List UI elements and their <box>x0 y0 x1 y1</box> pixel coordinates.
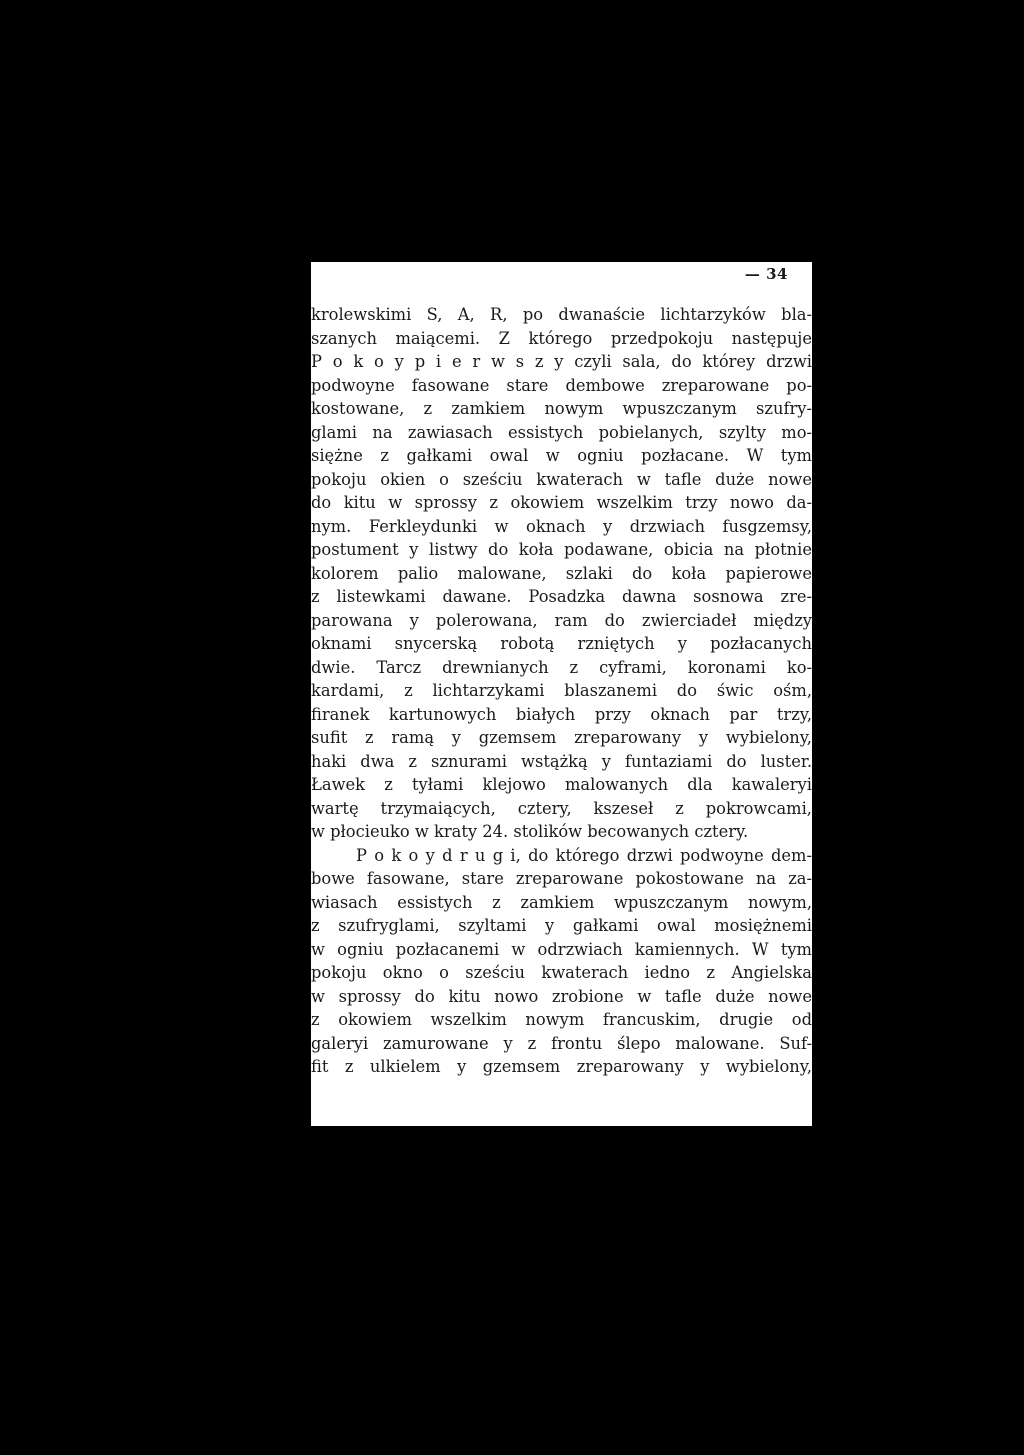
page-number: — 34 <box>744 265 788 283</box>
text-line: P o k o y p i e r w s z y czyli sala, do którey drzwi <box>311 352 812 371</box>
text-line: pokoju okien o sześciu kwaterach w tafle duże nowe <box>311 469 812 489</box>
text-line: kolorem palio malowane, szlaki do koła papierowe <box>311 563 812 583</box>
text-line: w sprossy do kitu nowo zrobione w tafle duże nowe <box>311 986 812 1006</box>
text-line: krolewskimi S, A, R, po dwanaście lichtarzyków bla- <box>311 305 812 324</box>
book-page <box>311 262 812 1126</box>
text-line: z szufryglami, szyltami y gałkami owal mosiężnemi <box>311 916 812 935</box>
text-line: do kitu w sprossy z okowiem wszelkim trzy nowo da- <box>311 493 812 512</box>
text-line: postument y listwy do koła podawane, obicia na płotnie <box>311 540 812 559</box>
text-line: kostowane, z zamkiem nowym wpuszczanym szufry- <box>311 399 812 418</box>
text-line: podwoyne fasowane stare dembowe zreparowane po- <box>311 375 812 395</box>
text-line: w płocieuko w kraty 24. stolików becowanych cztery. <box>311 822 749 841</box>
text-line: Ławek z tyłami klejowo malowanych dla kawaleryi <box>311 775 812 794</box>
text-line: glami na zawiasach essistych pobielanych, szylty mo- <box>311 422 812 442</box>
text-line: bowe fasowane, stare zreparowane pokostowane na za- <box>311 869 812 888</box>
text-line: dwie. Tarcz drewnianych z cyframi, koronami ko- <box>311 657 812 677</box>
text-line: P o k o y d r u g i, do którego drzwi podwoyne dem- <box>356 845 812 865</box>
text-line: w ogniu pozłacanemi w odrzwiach kamiennych. W tym <box>311 939 812 959</box>
text-line: kardami, z lichtarzykami blaszanemi do świc ośm, <box>311 681 812 700</box>
text-line: oknami snycerską robotą rzniętych y pozłacanych <box>311 634 812 653</box>
text-line: sufit z ramą y gzemsem zreparowany y wybielony, <box>311 728 812 747</box>
text-line: fit z ulkielem y gzemsem zreparowany y wybielony, <box>311 1057 812 1076</box>
body-text <box>311 303 812 1079</box>
text-line: wiasach essistych z zamkiem wpuszczanym nowym, <box>311 892 812 912</box>
text-line: haki dwa z sznurami wstążką y funtaziami do luster. <box>311 751 812 771</box>
text-line: pokoju okno o sześciu kwaterach iedno z Angielska <box>311 963 812 982</box>
text-line: siężne z gałkami owal w ogniu pozłacane. W tym <box>311 446 812 465</box>
text-line: galeryi zamurowane y z frontu ślepo malowane. Suf- <box>311 1033 812 1053</box>
text-line: z okowiem wszelkim nowym francuskim, drugie od <box>311 1010 812 1029</box>
text-line: z listewkami dawane. Posadzka dawna sosnowa zre- <box>311 587 812 606</box>
text-line: wartę trzymaiących, cztery, kszeseł z pokrowcami, <box>311 798 812 818</box>
text-line: firanek kartunowych białych przy oknach par trzy, <box>311 704 812 724</box>
text-line: nym. Ferkleydunki w oknach y drzwiach fusgzemsy, <box>311 516 812 536</box>
text-line: parowana y polerowana, ram do zwierciadeł między <box>311 610 812 630</box>
text-line: szanych maiącemi. Z którego przedpokoju następuje <box>311 328 812 348</box>
